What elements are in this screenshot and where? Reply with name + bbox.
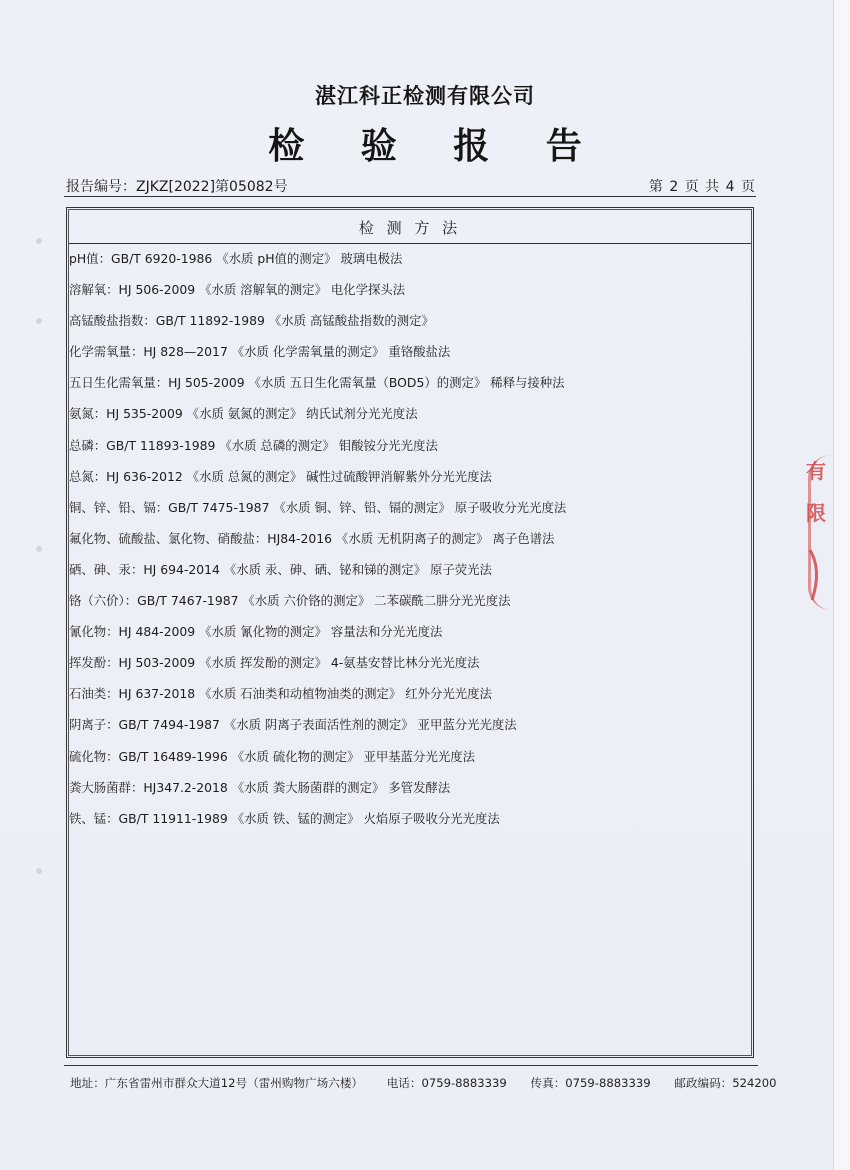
- svg-text:限: 限: [806, 501, 826, 525]
- footer-address: 地址：广东省雷州市群众大道12号（雷州购物广场六楼）: [70, 1076, 364, 1090]
- method-row: 氟化物、硫酸盐、氯化物、硝酸盐：HJ84-2016 《水质 无机阴离子的测定》 离子色谱法: [69, 530, 555, 546]
- page-edge: [833, 0, 850, 1170]
- punch-hole: [36, 546, 42, 552]
- method-row: 铬（六价）：GB/T 7467-1987 《水质 六价铬的测定》 二苯碳酰二肼分光光度法: [69, 593, 511, 609]
- method-row: 氨氮：HJ 535-2009 《水质 氨氮的测定》 纳氏试剂分光光度法: [69, 406, 418, 422]
- method-row: 硫化物：GB/T 16489-1996 《水质 硫化物的测定》 亚甲基蓝分光光度法: [69, 748, 476, 764]
- method-row: 阴离子：GB/T 7494-1987 《水质 阴离子表面活性剂的测定》 亚甲蓝分光光度法: [69, 717, 517, 733]
- method-row: 总磷：GB/T 11893-1989 《水质 总磷的测定》 钼酸铵分光光度法: [69, 437, 438, 453]
- methods-list: [69, 247, 749, 838]
- footer-postcode: 邮政编码：524200: [674, 1076, 777, 1090]
- svg-text:有: 有: [806, 459, 826, 483]
- method-row: 总氮：HJ 636-2012 《水质 总氮的测定》 碱性过硫酸钾消解紫外分光光度法: [69, 468, 492, 484]
- method-row: 硒、砷、汞：HJ 694-2014 《水质 汞、砷、硒、铋和锑的测定》 原子荧光法: [69, 561, 492, 577]
- seal-stamp-graphic: [804, 450, 830, 610]
- seal-stamp: [804, 450, 830, 610]
- method-row: 氰化物：HJ 484-2009 《水质 氰化物的测定》 容量法和分光光度法: [69, 624, 443, 640]
- method-row: 石油类：HJ 637-2018 《水质 石油类和动植物油类的测定》 红外分光光度法: [69, 686, 492, 702]
- header-rule: [64, 196, 756, 197]
- method-row: 五日生化需氧量：HJ 505-2009 《水质 五日生化需氧量（BOD5）的测定》 稀释与接种法: [69, 375, 565, 391]
- punch-hole: [36, 868, 42, 874]
- method-row: 铁、锰：GB/T 11911-1989 《水质 铁、锰的测定》 火焰原子吸收分光光度法: [69, 810, 500, 826]
- footer-fax: 传真：0759-8883339: [530, 1076, 651, 1090]
- company-name: 湛江科正检测有限公司: [315, 84, 535, 108]
- punch-hole: [36, 318, 42, 324]
- footer-rule: [64, 1065, 758, 1066]
- footer-contact: [70, 1075, 777, 1091]
- method-row: 铜、锌、铅、镉：GB/T 7475-1987 《水质 铜、锌、铅、镉的测定》 原子吸收分光光度法: [69, 499, 567, 515]
- punch-hole: [36, 238, 42, 244]
- methods-table-title: 检 测 方 法: [69, 210, 751, 244]
- footer-phone: 电话：0759-8883339: [386, 1076, 507, 1090]
- method-row: 高锰酸盐指数：GB/T 11892-1989 《水质 高锰酸盐指数的测定》: [69, 313, 434, 329]
- report-number: 报告编号：ZJKZ[2022]第05082号: [66, 179, 288, 195]
- report-title: 检 验 报 告: [268, 126, 604, 167]
- method-row: 粪大肠菌群：HJ347.2-2018 《水质 粪大肠菌群的测定》 多管发酵法: [69, 779, 451, 795]
- method-row: pH值：GB/T 6920-1986 《水质 pH值的测定》 玻璃电极法: [69, 251, 403, 266]
- page-indicator: 第 2 页 共 4 页: [648, 179, 756, 195]
- method-row: 挥发酚：HJ 503-2009 《水质 挥发酚的测定》 4-氨基安替比林分光光度法: [69, 655, 480, 671]
- method-row: 化学需氧量：HJ 828—2017 《水质 化学需氧量的测定》 重铬酸盐法: [69, 344, 451, 360]
- method-row: 溶解氧：HJ 506-2009 《水质 溶解氧的测定》 电化学探头法: [69, 282, 406, 298]
